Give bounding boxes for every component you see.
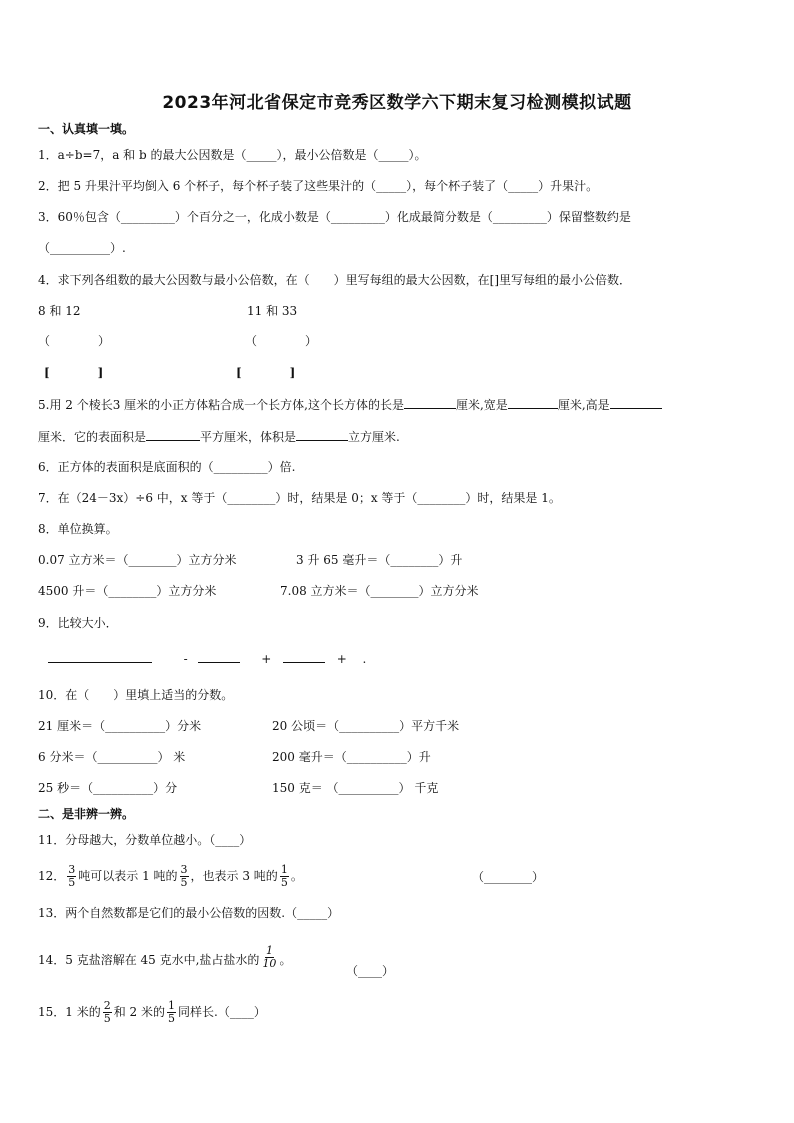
q5-text-2: 厘米,宽是 (455, 398, 508, 412)
q14-text-1: 14．5 克盐溶解在 45 克水中,盐占盐水的 (38, 953, 260, 967)
question-13: 13．两个自然数都是它们的最小公倍数的因数.（_____） (38, 906, 340, 920)
q5-text-3: 厘米,高是 (557, 398, 610, 412)
question-6: 6．正方体的表面积是底面积的（_________）倍. (38, 460, 296, 474)
q9-blank-2 (198, 650, 240, 663)
section-heading-judge: 二、是非辨一辨。 (38, 807, 135, 821)
question-3-cont: （__________）. (38, 241, 126, 255)
page-title: 2023年河北省保定市竞秀区数学六下期末复习检测模拟试题 (162, 93, 632, 113)
q4-right-gcd-blank: （ ） (245, 334, 318, 348)
q10-row1-right: 20 公顷＝（__________）平方千米 (272, 719, 460, 733)
question-12 (38, 860, 303, 892)
q5-height-blank (610, 396, 662, 409)
q5-volume-blank (296, 428, 348, 441)
q12-answer-blank: （________） (472, 870, 545, 884)
question-8: 8．单位换算。 (38, 522, 118, 536)
question-2: 2．把 5 升果汁平均倒入 6 个杯子，每个杯子装了这些果汁的（_____），每个杯子装了（_____）升果汁。 (38, 179, 599, 193)
question-5 (38, 396, 662, 413)
q12-text-2: ，也表示 3 吨的 (190, 869, 278, 883)
q9-op-2: + (261, 652, 272, 666)
q9-blank-3 (283, 650, 325, 663)
q10-row3-right: 150 克＝ （__________） 千克 (272, 781, 439, 795)
q12-fraction-1: $\frac{3}{5}$ (68, 863, 76, 889)
q15-text-3: 同样长.（____） (178, 1005, 266, 1019)
q15-text-1: 15．1 米的 (38, 1005, 101, 1019)
question-1: 1．a÷b=7，a 和 b 的最大公因数是（_____），最小公倍数是（_____）。 (38, 148, 427, 162)
q9-op-3: + (336, 652, 347, 666)
q12-fraction-2: $\frac{3}{5}$ (180, 863, 188, 889)
q8-row2-right: 7.08 立方米＝（________）立方分米 (280, 584, 479, 598)
q12-text-1: 吨可以表示 1 吨的 (78, 869, 178, 883)
question-10: 10．在（ ）里填上适当的分数。 (38, 688, 234, 702)
q9-compare-row (48, 650, 366, 667)
q12-fraction-3: $\frac{1}{5}$ (280, 863, 288, 889)
q5-text-1: 5.用 2 个棱长3 厘米的小正方体粘合成一个长方体,这个长方体的长是 (38, 398, 404, 412)
question-5-cont (38, 428, 400, 445)
q5b-text-1: 厘米．它的表面积是 (38, 430, 147, 444)
q5b-text-2: 平方厘米，体积是 (200, 430, 297, 444)
q5-width-blank (508, 396, 558, 409)
q4-left-gcd-blank: （ ） (38, 334, 111, 348)
q10-row1-left: 21 厘米＝（__________）分米 (38, 719, 202, 733)
q15-fraction-1: $\frac{2}{5}$ (103, 999, 111, 1025)
q5-area-blank (146, 428, 200, 441)
q9-op-1: - (183, 652, 188, 666)
q9-blank-1 (48, 650, 152, 663)
q15-fraction-2: $\frac{1}{5}$ (168, 999, 175, 1025)
q4-left-lcm-blank: [ ] (44, 366, 104, 380)
question-9: 9．比较大小． (38, 616, 118, 630)
q14-fraction: $\frac{1}{10}$ (262, 944, 277, 970)
question-15 (38, 996, 266, 1028)
q4-group-right-label: 11 和 33 (247, 304, 298, 318)
question-4: 4．求下列各组数的最大公因数与最小公倍数，在（ ）里写每组的最大公因数，在[]里写每组的最小公倍数． (38, 273, 632, 287)
q12-text-3: 。 (290, 869, 303, 883)
question-3: 3．60％包含（_________）个百分之一，化成小数是（_________）化成最简分数是（_________）保留整数约是 (38, 210, 631, 224)
question-7: 7．在（24－3x）÷6 中，x 等于（________）时，结果是 0；x 等于（________）时，结果是 1。 (38, 491, 561, 505)
q9-op-4: . (362, 652, 367, 666)
question-14 (38, 944, 291, 976)
q8-row1-left: 0.07 立方米＝（________）立方分米 (38, 553, 237, 567)
q14-answer-blank: （____） (346, 964, 395, 978)
q8-row1-right: 3 升 65 毫升＝（________）升 (296, 553, 463, 567)
q5b-text-3: 立方厘米. (348, 430, 400, 444)
q8-row2-left: 4500 升＝（________）立方分米 (38, 584, 217, 598)
q4-right-lcm-blank: [ ] (236, 366, 296, 380)
q12-number: 12． (38, 869, 66, 883)
q4-group-left-label: 8 和 12 (38, 304, 81, 318)
q5-length-blank (404, 396, 456, 409)
q15-text-2: 和 2 米的 (113, 1005, 165, 1019)
q10-row3-left: 25 秒＝（__________）分 (38, 781, 178, 795)
q10-row2-left: 6 分米＝（__________） 米 (38, 750, 186, 764)
q10-row2-right: 200 毫升＝（__________）升 (272, 750, 431, 764)
q14-text-2: 。 (279, 953, 292, 967)
section-heading-fill: 一、认真填一填。 (38, 122, 135, 136)
question-11: 11．分母越大，分数单位越小。（____） (38, 833, 252, 847)
